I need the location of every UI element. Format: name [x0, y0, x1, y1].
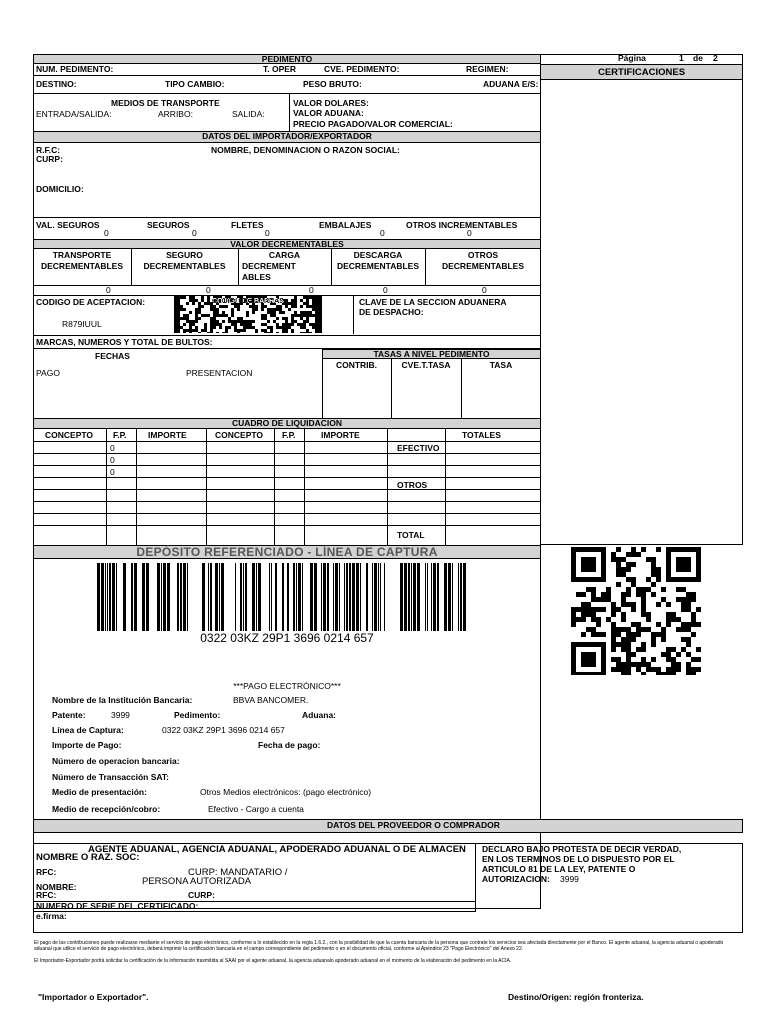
institucion-value: BBVA BANCOMER. [233, 695, 309, 705]
liq-fp-value: 0 [110, 455, 115, 465]
linea-captura-number: 0322 03KZ 29P1 3696 0214 657 [200, 631, 374, 645]
medios-transporte-label: MEDIOS DE TRANSPORTE [111, 98, 220, 108]
val-seguros-label: VAL. SEGUROS [36, 220, 100, 230]
salida-label: SALIDA: [232, 109, 265, 119]
liq-fp-header-2: F.P. [282, 430, 296, 440]
otros-incrementables-label: OTROS INCREMENTABLES [406, 220, 518, 230]
regimen-label: REGIMEN: [466, 64, 509, 74]
liq-importe-header-2: IMPORTE [321, 430, 360, 440]
pedimento-title: PEDIMENTO [261, 54, 313, 64]
importador-exportador-note: "Importador o Exportador". [38, 992, 149, 1002]
declaro-line-2: EN LOS TERMINOS DE LO DISPUESTO POR EL [482, 854, 675, 864]
persona-autorizada-label: PERSONA AUTORIZADA [142, 876, 252, 887]
descarga-dec-label: DESCARGA [353, 250, 403, 260]
transporte-dec-label2: DECREMENTABLES [40, 261, 123, 271]
carga-dec-label: CARGA [268, 250, 301, 260]
liquidacion-title: CUADRO DE LIQUIDACION [231, 418, 343, 428]
tasas-contrib-label: CONTRIB. [335, 360, 378, 370]
entrada-salida-label: ENTRADA/SALIDA: [36, 109, 112, 119]
medio-presentacion-value: Otros Medios electrónicos: (pago electrónico) [200, 787, 372, 797]
t-oper-label: T. OPER [263, 64, 297, 74]
seguros-value: 0 [192, 228, 197, 238]
otros-dec-label2: DECREMENTABLES [441, 261, 524, 271]
liq-otros-label: OTROS [397, 480, 428, 490]
seguro-dec-label2: DECREMENTABLES [143, 261, 226, 271]
page-total: 2 [713, 53, 718, 63]
clave-seccion-label2: DE DESPACHO: [359, 307, 424, 317]
legal-text-2: El Importador-Exportador podrá solicitar la certificación de la información trasmitida al SAAI por el agente aduanal, la agencia aduanalo apoderado aduanal en el momento de la elaboración del pedimento en la ACIA. [34, 958, 512, 964]
transporte-dec-label: TRANSPORTE [52, 250, 112, 260]
clave-seccion-label: CLAVE DE LA SECCION ADUANERA [359, 297, 507, 307]
peso-bruto-label: PESO BRUTO: [303, 79, 362, 89]
codigo-aceptacion-label: CODIGO DE ACEPTACION: [36, 297, 146, 307]
tasas-title: TASAS A NIVEL PEDIMENTO [373, 349, 490, 359]
agente-rfc-label: RFC: [36, 867, 57, 877]
medio-recepcion-label: Medio de recepción/cobro: [52, 804, 161, 814]
dec-value: 0 [309, 285, 314, 295]
page-of: de [693, 53, 703, 63]
patente-value: 3999 [111, 710, 130, 720]
page-label: Página [618, 53, 646, 63]
qr-code [568, 545, 704, 675]
importe-pago-label: Importe de Pago: [52, 740, 122, 750]
institucion-label: Nombre de la Institución Bancaria: [52, 695, 193, 705]
liq-fp-value: 0 [110, 467, 115, 477]
tasas-tasa-label: TASA [489, 360, 513, 370]
agente-nombre-label: NOMBRE: [36, 882, 77, 892]
domicilio-label: DOMICILIO: [36, 184, 84, 194]
destino-label: DESTINO: [36, 79, 77, 89]
efirma-label: e.firma: [36, 911, 67, 921]
agente-rfc2-label: RFC: [36, 890, 57, 900]
liq-importe-header: IMPORTE [148, 430, 187, 440]
dec-value: 0 [482, 285, 487, 295]
medio-recepcion-value: Efectivo - Cargo a cuenta [208, 804, 304, 814]
fecha-pago-label: PAGO [36, 368, 60, 378]
fletes-label: FLETES [231, 220, 264, 230]
operacion-bancaria-label: Número de operacion bancaria: [52, 756, 180, 766]
tipo-cambio-label: TIPO CAMBIO: [165, 79, 225, 89]
liq-concepto-header: CONCEPTO [45, 430, 94, 440]
agente-nombre-razon-label: NOMBRE O RAZ. SOC: [36, 852, 140, 863]
seguro-dec-label: SEGURO [166, 250, 203, 260]
carga-dec-label2: DECREMENT [242, 261, 296, 271]
legal-text-1: El pago de las contribuciones puede realizarse mediante el servicio de pago electrónico, conforme a lo establecido en la regla 1.6.2., con la posibilidad de que la cuenta bancaria de la persona que contrate los servicios sea afectada directamente por el Banco. El agente aduanal, la agencia aduanal o apoderado aduanal que utilice el servicio de pago electrónico, deberá imprimir la certificación bancaria en el campo correspondiente del pedimento o en el documento oficial, conforme al Apéndice 23 "Pago Electrónico" del Anexo 22. [34, 940, 724, 952]
deposito-title: DEPÓSITO REFERENCIADO - LÍNEA DE CAPTURA [136, 545, 438, 559]
importador-section-title: DATOS DEL IMPORTADOR/EXPORTADOR [202, 131, 372, 141]
pedimento-dep-label: Pedimento: [174, 710, 221, 720]
dec-value: 0 [383, 285, 388, 295]
liq-fp-header: F.P. [113, 430, 127, 440]
certificaciones-frame [540, 54, 743, 545]
liq-total-label: TOTAL [397, 530, 425, 540]
seguros-label: SEGUROS [147, 220, 190, 230]
certificaciones-title: CERTIFICACIONES [597, 67, 686, 78]
declaro-line-1: DECLARO BAJO PROTESTA DE DECIR VERDAD, [482, 844, 682, 854]
precio-pagado-label: PRECIO PAGADO/VALOR COMERCIAL: [293, 119, 453, 129]
patente-label: Patente: [52, 710, 86, 720]
pago-electronico-title: ***PAGO ELECTRÓNICO*** [233, 681, 341, 691]
descarga-dec-label2: DECREMENTABLES [336, 261, 419, 271]
fecha-pago-dep-label: Fecha de pago: [258, 740, 321, 750]
declaro-line-3: ARTICULO 81 DE LA LEY, PATENTE O [482, 864, 636, 874]
acceptance-barcode-caption: CODIGO DE BARRAS [212, 298, 284, 305]
embalajes-label: EMBALAJES [319, 220, 372, 230]
transaccion-sat-label: Número de Transacción SAT: [52, 772, 169, 782]
aduana-dep-label: Aduana: [302, 710, 336, 720]
val-seguros-value: 0 [104, 228, 109, 238]
carga-dec-label3: ABLES [242, 272, 271, 282]
dec-value: 0 [206, 285, 211, 295]
tasas-cve-label: CVE.T.TASA [401, 360, 451, 370]
aduana-es-label: ADUANA E/S: [483, 79, 539, 89]
agente-title: AGENTE ADUANAL, AGENCIA ADUANAL, APODERADO ADUANAL O DE ALMACEN [88, 844, 466, 855]
codigo-aceptacion-value: R879IUUL [62, 319, 102, 329]
dec-value: 0 [106, 285, 111, 295]
arribo-label: ARRIBO: [158, 109, 193, 119]
linea-captura-barcode [97, 563, 467, 631]
valor-aduana-label: VALOR ADUANA: [293, 108, 364, 118]
cve-pedimento-label: CVE. PEDIMENTO: [324, 64, 400, 74]
rfc-label: R.F.C: [36, 145, 61, 155]
proveedor-title: DATOS DEL PROVEEDOR O COMPRADOR [327, 820, 500, 830]
valor-dolares-label: VALOR DOLARES: [293, 98, 369, 108]
liq-efectivo-label: EFECTIVO [397, 443, 440, 453]
destino-origen-note: Destino/Origen: región fronteriza. [508, 992, 644, 1002]
serie-certificado-label: NUMERO DE SERIE DEL CERTIFICADO: [36, 901, 199, 911]
medio-presentacion-label: Medio de presentación: [52, 787, 147, 797]
embalajes-value: 0 [380, 228, 385, 238]
curp-label: CURP: [36, 154, 63, 164]
agente-frame [33, 843, 743, 933]
otros-incrementables-value: 0 [467, 228, 472, 238]
liq-concepto-header-2: CONCEPTO [215, 430, 264, 440]
num-pedimento-label: NUM. PEDIMENTO: [36, 64, 114, 74]
liq-fp-value: 0 [110, 443, 115, 453]
linea-captura-label: Línea de Captura: [52, 725, 124, 735]
agente-curp2-label: CURP: [188, 890, 215, 900]
fecha-presentacion-label: PRESENTACION [186, 368, 253, 378]
otros-dec-label: OTROS [467, 250, 499, 260]
page-current: 1 [679, 53, 684, 63]
decrementables-title: VALOR DECREMENTABLES [230, 239, 344, 249]
nombre-razon-label: NOMBRE, DENOMINACION O RAZON SOCIAL: [211, 145, 400, 155]
fletes-value: 0 [265, 228, 270, 238]
curp-mandatario-label: CURP: MANDATARIO / [188, 867, 288, 878]
liq-totales-header: TOTALES [462, 430, 501, 440]
declaro-patente-value: 3999 [560, 874, 579, 884]
fechas-title: FECHAS [95, 351, 130, 361]
acceptance-barcode [174, 296, 322, 333]
linea-captura-value: 0322 03KZ 29P1 3696 0214 657 [162, 725, 285, 735]
declaro-line-4: AUTORIZACION: [482, 874, 550, 884]
marcas-label: MARCAS, NUMEROS Y TOTAL DE BULTOS: [36, 337, 213, 347]
